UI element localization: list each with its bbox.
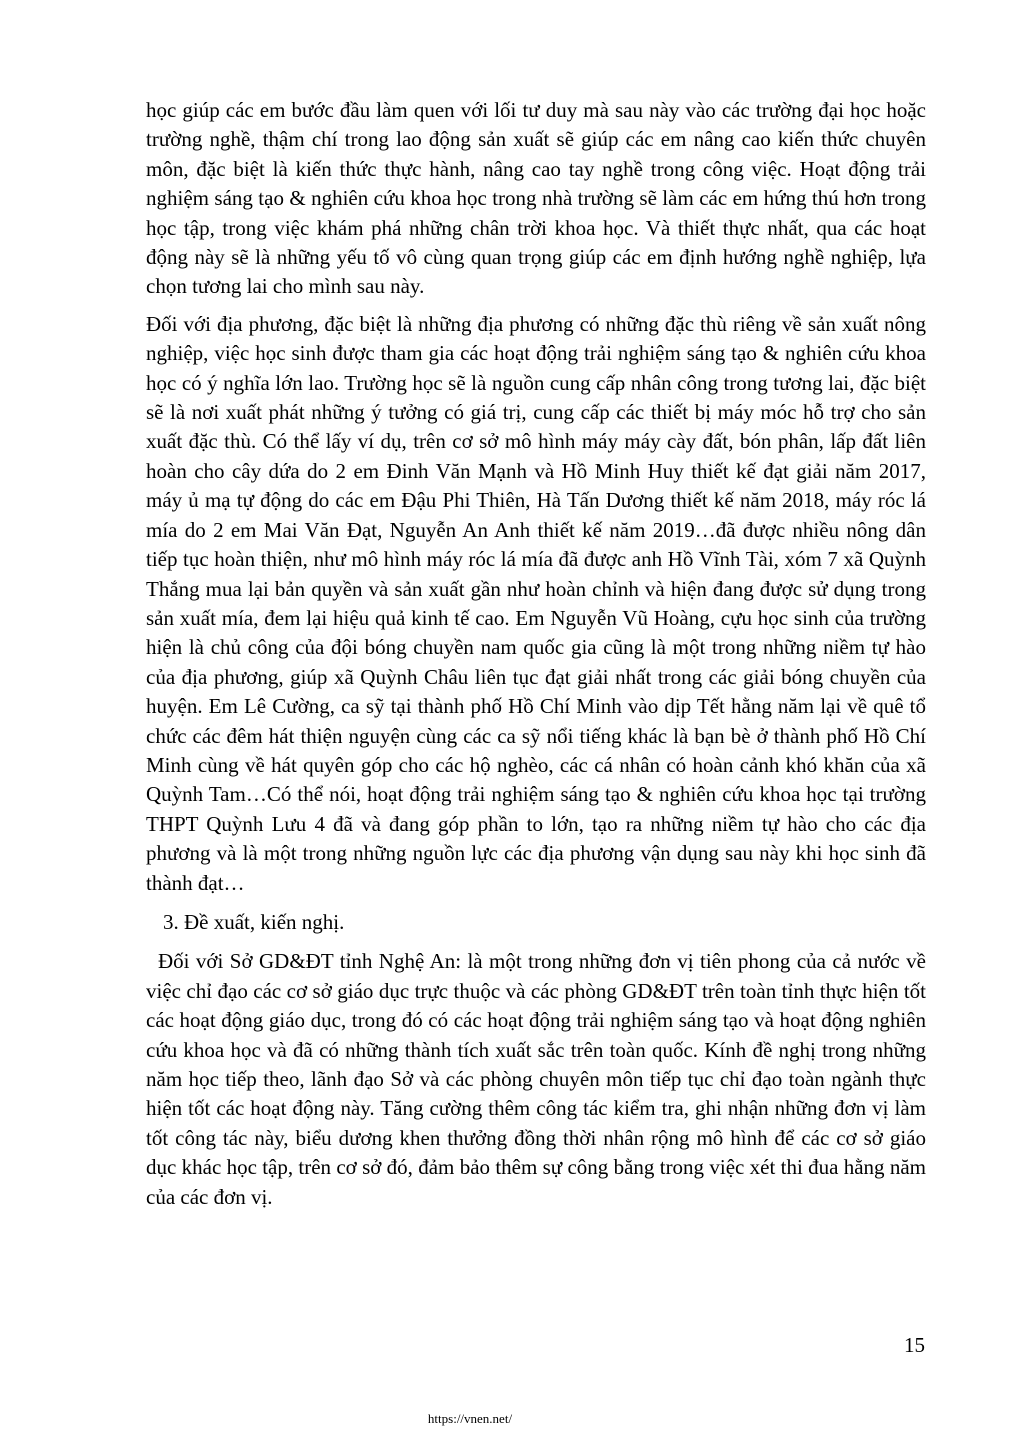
document-body [146, 96, 926, 1212]
body-paragraph-1: học giúp các em bước đầu làm quen với lối tư duy mà sau này vào các trường đại học hoặc trường nghề, thậm chí trong lao động sản xuất sẽ giúp các em nâng cao kiến thức chuyên môn, đặc biệt là kiến thức thực hành, nâng cao tay nghề trong công việc. Hoạt động trải nghiệm sáng tạo & nghiên cứu khoa học trong nhà trường sẽ làm các em hứng thú hơn trong học tập, trong việc khám phá những chân trời khoa học. Và thiết thực nhất, qua các hoạt động này sẽ là những yếu tố vô cùng quan trọng giúp các em định hướng nghề nghiệp, lựa chọn tương lai cho mình sau này. [146, 98, 926, 299]
body-paragraph-2: Đối với địa phương, đặc biệt là những địa phương có những đặc thù riêng về sản xuất nông nghiệp, việc học sinh được tham gia các hoạt động trải nghiệm sáng tạo & nghiên cứu khoa học có ý nghĩa lớn lao. Trường học sẽ là nguồn cung cấp nhân công trong tương lai, đặc biệt sẽ là nơi xuất phát những ý tưởng có giá trị, cung cấp các thiết bị máy móc hỗ trợ cho sản xuất đặc thù. Có thể lấy ví dụ, trên cơ sở mô hình máy máy cày đất, bón phân, lấp đất liên hoàn cho cây dứa do 2 em Đinh Văn Mạnh và Hồ Minh Huy thiết kế đạt giải năm 2017, máy ủ mạ tự động do các em Đậu Phi Thiên, Hà Tấn Dương thiết kế năm 2018, máy róc lá mía do 2 em Mai Văn Đạt, Nguyễn An Anh thiết kế năm 2019…đã được nhiều nông dân tiếp tục hoàn thiện, như mô hình máy róc lá mía đã được anh Hồ Vĩnh Tài, xóm 7 xã Quỳnh Thắng mua lại bản quyền và sản xuất gần như hoàn chỉnh và hiện đang được sử dụng trong sản xuất mía, đem lại hiệu quả kinh tế cao. Em Nguyễn Vũ Hoàng, cựu học sinh của trường hiện là chủ công của đội bóng chuyền nam quốc gia cũng là một trong những niềm tự hào của địa phương, giúp xã Quỳnh Châu liên tục đạt giải nhất trong các giải bóng chuyền của huyện. Em Lê Cường, ca sỹ tại thành phố Hồ Chí Minh vào dịp Tết hằng năm lại về quê tổ chức các đêm hát thiện nguyện cùng các ca sỹ nổi tiếng khác là bạn bè ở thành phố Hồ Chí Minh cùng về hát quyên góp cho các hộ nghèo, các cá nhân có hoàn cảnh khó khăn của xã Quỳnh Tam…Có thể nói, hoạt động trải nghiệm sáng tạo & nghiên cứu khoa học tại trường THPT Quỳnh Lưu 4 đã và đang góp phần to lớn, tạo ra những niềm tự hào cho các địa phương và là một trong những nguồn lực các địa phương vận dụng sau này khi học sinh đã thành đạt… [146, 311, 926, 895]
section-heading: 3. Đề xuất, kiến nghị. [163, 909, 345, 934]
section-paragraph: Đối với Sở GD&ĐT tỉnh Nghệ An: là một trong những đơn vị tiên phong của cả nước về việc chỉ đạo các cơ sở giáo dục trực thuộc và các phòng GD&ĐT trên toàn tỉnh thực hiện tốt các hoạt động giáo dục, trong đó có các hoạt động trải nghiệm sáng tạo và hoạt động nghiên cứu khoa học và đã có những thành tích xuất sắc trên toàn quốc. Kính đề nghị trong những năm học tiếp theo, lãnh đạo Sở và các phòng chuyên môn tiếp tục chỉ đạo toàn ngành thực hiện tốt các hoạt động này. Tăng cường thêm công tác kiểm tra, ghi nhận những đơn vị làm tốt công tác này, biểu dương khen thưởng đồng thời nhân rộng mô hình để các cơ sở giáo dục khác học tập, trên cơ sở đó, đảm bảo thêm sự công bằng trong việc xét thi đua hằng năm của các đơn vị. [146, 949, 926, 1209]
page-number: 15 [904, 1333, 925, 1357]
footer-url: https://vnen.net/ [427, 1411, 513, 1426]
